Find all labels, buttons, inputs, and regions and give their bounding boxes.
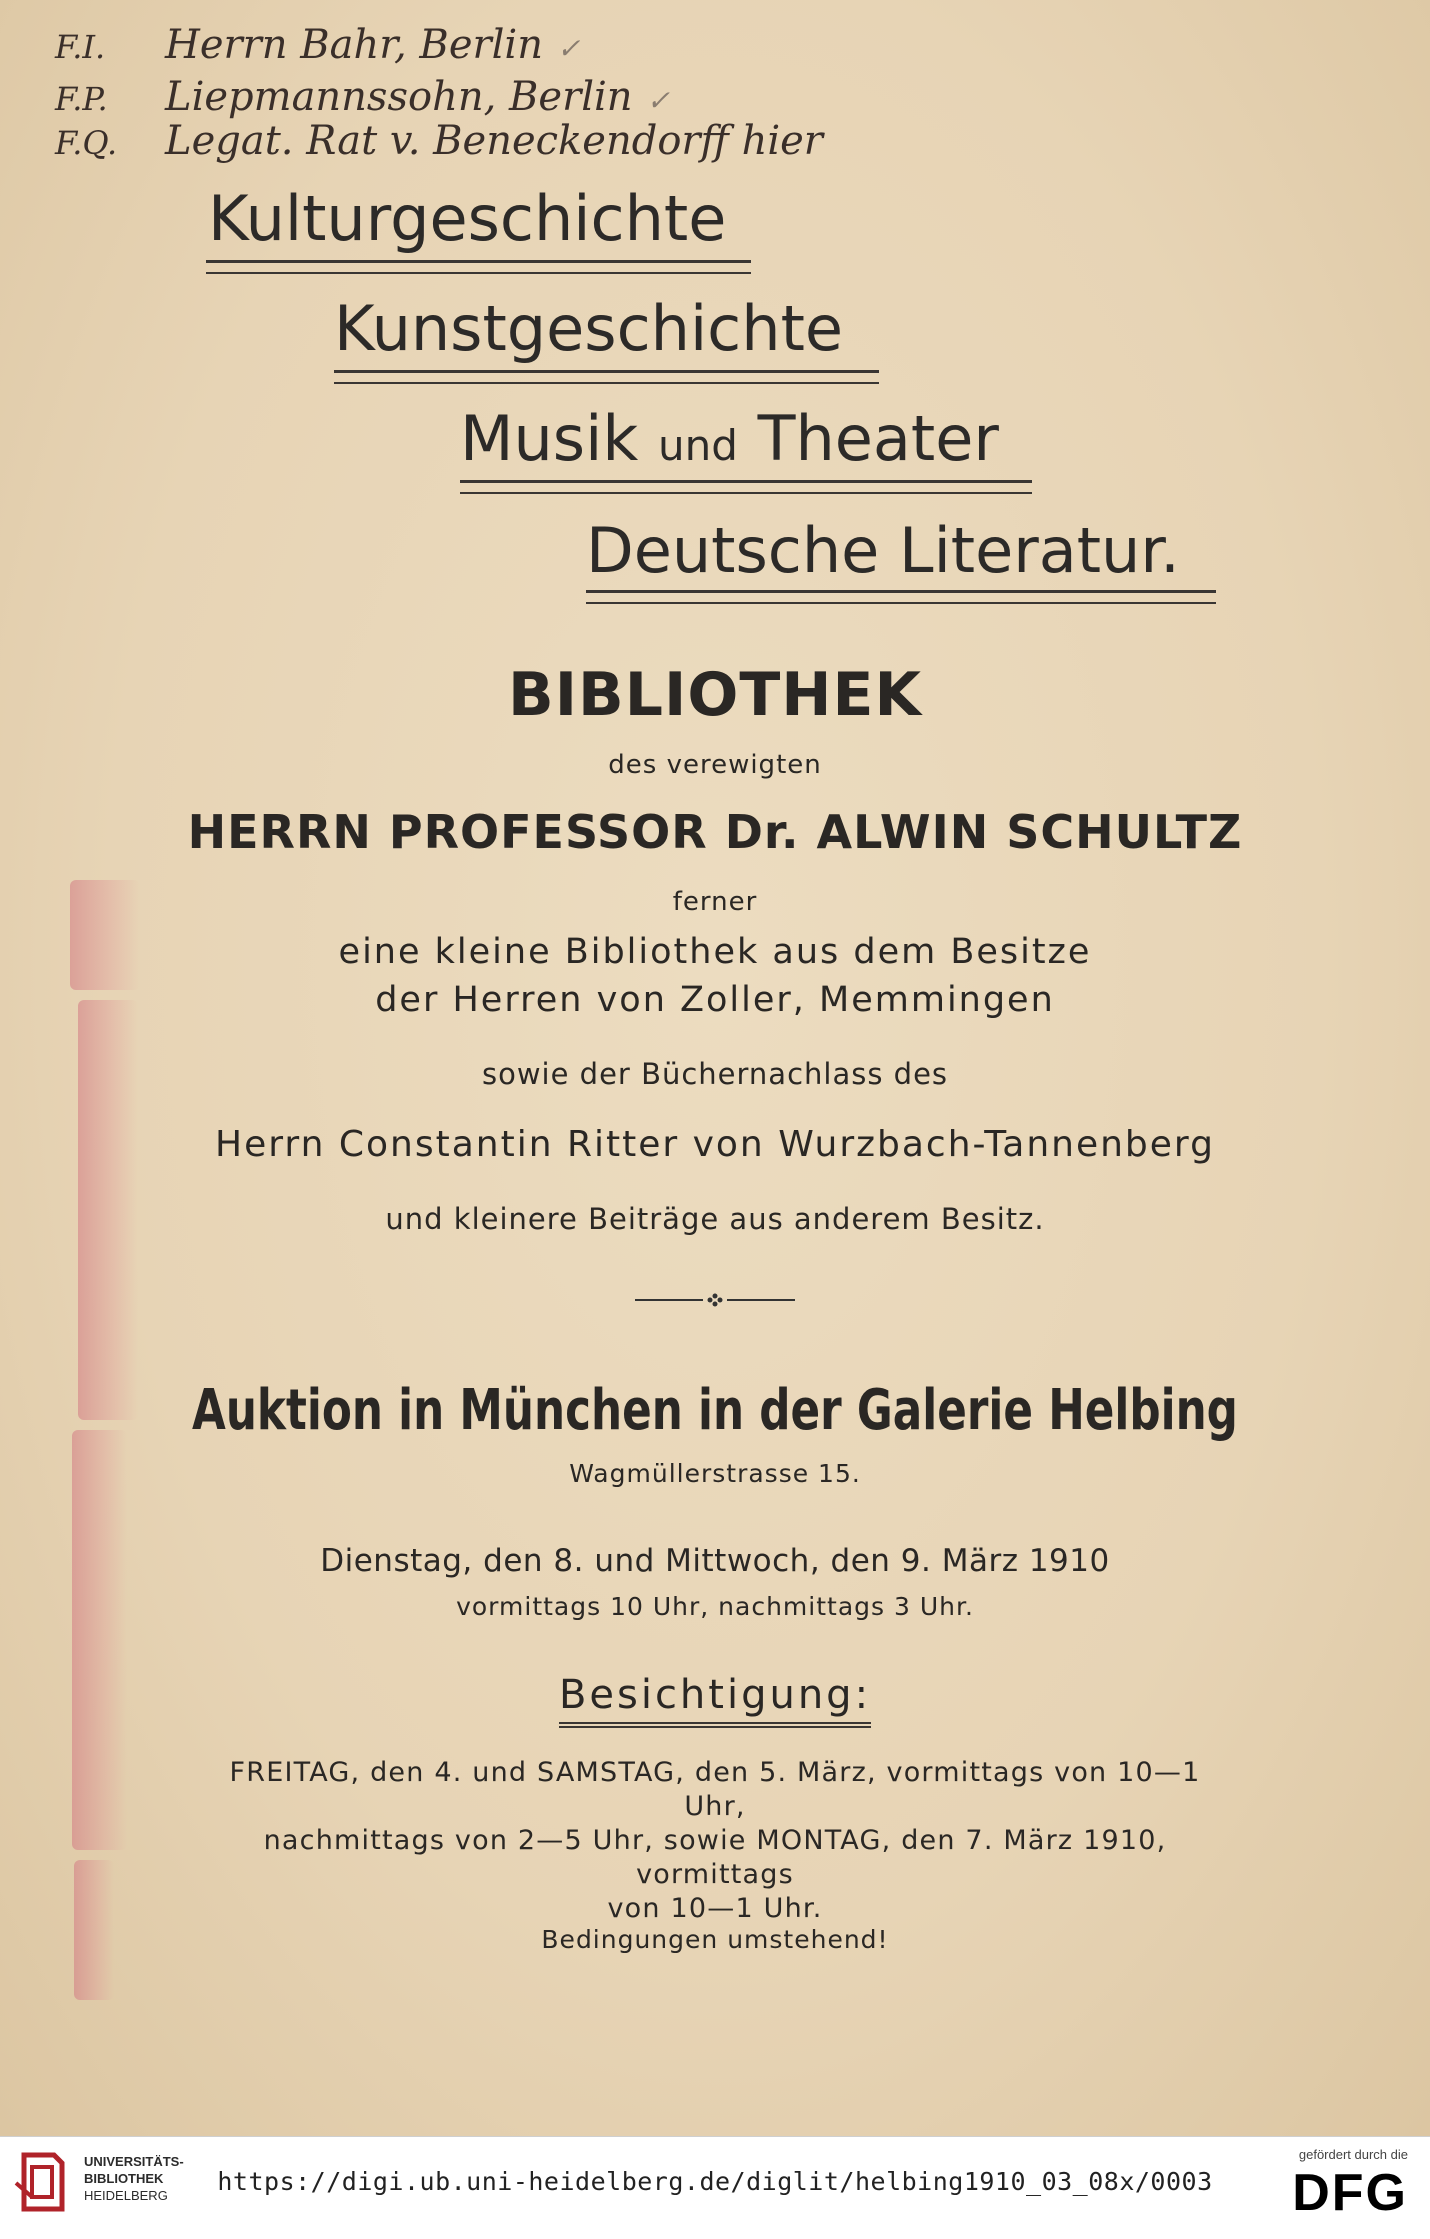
auction-times: vormittags 10 Uhr, nachmittags 3 Uhr. xyxy=(456,1592,974,1621)
besichtigung-heading: Besichtigung: xyxy=(559,1672,871,1728)
professor-name: HERRN PROFESSOR Dr. ALWIN SCHULTZ xyxy=(187,805,1243,859)
ferner-text: ferner xyxy=(672,887,758,917)
double-underline xyxy=(460,480,1032,494)
auction-heading-wrap xyxy=(0,1378,1430,1443)
handwritten-note-3: F.Q. Legat. Rat v. Beneckendorff hier xyxy=(55,118,823,164)
funding-caption: gefördert durch die xyxy=(1298,2147,1408,2162)
sowie-text: sowie der Büchernachlass des xyxy=(481,1057,949,1091)
handwritten-note-2: F.P. Liepmannssohn, Berlin ✓ xyxy=(55,74,671,120)
paper-stain xyxy=(72,1430,127,1850)
heading-kulturgeschichte: Kulturgeschichte xyxy=(208,182,727,255)
dfg-logo[interactable]: DFG xyxy=(1292,2164,1408,2222)
viewing-line-2: nachmittags von 2—5 Uhr, sowie MONTAG, den 7. März 1910, vormittags xyxy=(263,1825,1167,1890)
auction-heading: Auktion in München in der Galerie Helbing xyxy=(192,1378,1238,1443)
double-underline xyxy=(334,370,879,384)
double-underline xyxy=(586,590,1216,604)
wurzbach-text: Herrn Constantin Ritter von Wurzbach-Tannenberg xyxy=(215,1124,1215,1165)
besichtigung-wrap xyxy=(0,1672,1430,1728)
bibliothek-title: BIBLIOTHEK xyxy=(508,660,922,730)
ornament-divider xyxy=(635,1293,795,1307)
heading-musik-theater: Musik und Theater xyxy=(460,402,999,475)
document-url[interactable]: https://digi.ub.uni-heidelberg.de/diglit/helbing1910_03_08x/0003 xyxy=(217,2167,1213,2196)
address-text: Wagmüllerstrasse 15. xyxy=(569,1459,861,1488)
bedingungen-text: Bedingungen umstehend! xyxy=(541,1925,889,1954)
heading-deutsche-literatur: Deutsche Literatur. xyxy=(586,514,1180,587)
viewing-line-3: von 10—1 Uhr. xyxy=(607,1893,823,1924)
viewing-times xyxy=(200,1756,1230,1926)
handwritten-note-1: F.I. Herrn Bahr, Berlin ✓ xyxy=(55,22,581,68)
kleinere-text: und kleinere Beiträge aus anderem Besitz. xyxy=(385,1202,1045,1236)
des-verewigten-text: des verewigten xyxy=(608,750,822,780)
auction-dates: Dienstag, den 8. und Mittwoch, den 9. März 1910 xyxy=(320,1543,1110,1579)
zoller-line-1: eine kleine Bibliothek aus dem Besitze xyxy=(338,932,1092,972)
zoller-line-2: der Herren von Zoller, Memmingen xyxy=(375,980,1055,1020)
viewing-line-1: FREITAG, den 4. und SAMSTAG, den 5. März, vormittags von 10—1 Uhr, xyxy=(229,1757,1201,1822)
heading-kunstgeschichte: Kunstgeschichte xyxy=(334,292,844,365)
double-underline xyxy=(206,260,751,274)
university-library-name[interactable]: UNIVERSITÄTS- BIBLIOTHEK HEIDELBERG xyxy=(84,2154,184,2203)
footer-bar xyxy=(0,2136,1430,2239)
